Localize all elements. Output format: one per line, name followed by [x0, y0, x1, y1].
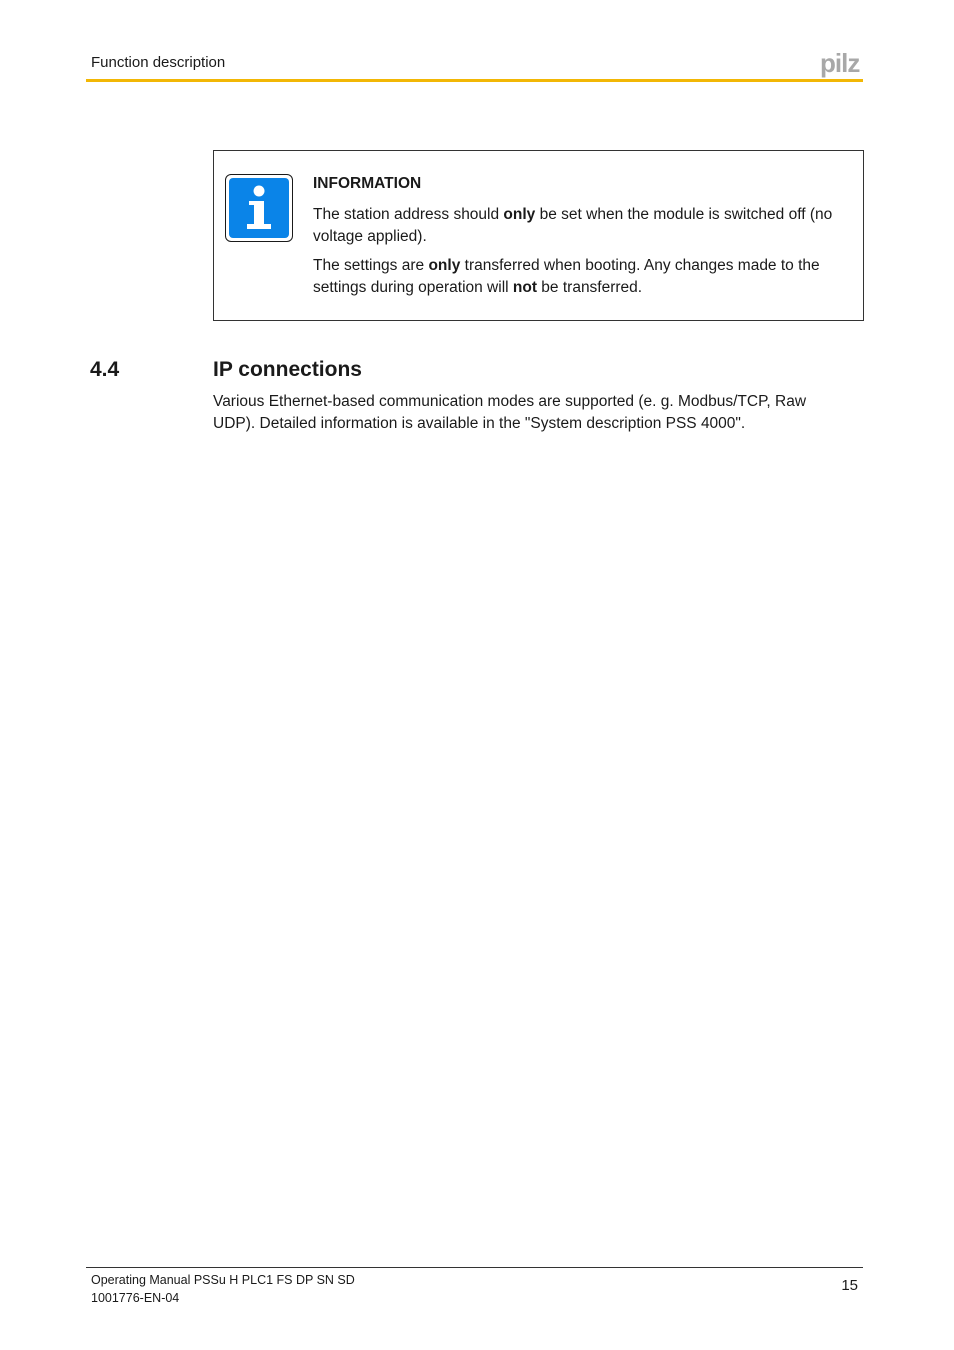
footer-rule — [86, 1267, 863, 1268]
information-heading: INFORMATION — [313, 175, 422, 192]
section-number: 4.4 — [90, 358, 120, 381]
information-paragraph-1: The station address should only be set when the module is switched off (no voltage applied). — [313, 206, 833, 245]
header-rule — [86, 79, 863, 82]
footer-doc-number: 1001776-EN-04 — [91, 1291, 180, 1305]
info-glyph-icon — [229, 178, 288, 237]
section-body: Various Ethernet-based communication modes are supported (e. g. Modbus/TCP, Raw UDP). Detailed information is available in the "System description PSS 4000". — [213, 393, 807, 432]
information-content — [313, 174, 858, 306]
footer-manual-title: Operating Manual PSSu H PLC1 FS DP SN SD — [91, 1273, 355, 1287]
information-box — [213, 150, 864, 321]
running-header: Function description — [91, 54, 226, 71]
info-icon-background — [229, 178, 289, 238]
page-number: 15 — [841, 1277, 858, 1294]
logo-text: pilz — [820, 48, 860, 78]
pilz-logo — [818, 48, 866, 78]
information-paragraph-2: The settings are only transferred when booting. Any changes made to the settings during operation will not be transferred. — [313, 257, 820, 296]
section-title: IP connections — [213, 358, 362, 381]
info-icon — [225, 174, 293, 242]
